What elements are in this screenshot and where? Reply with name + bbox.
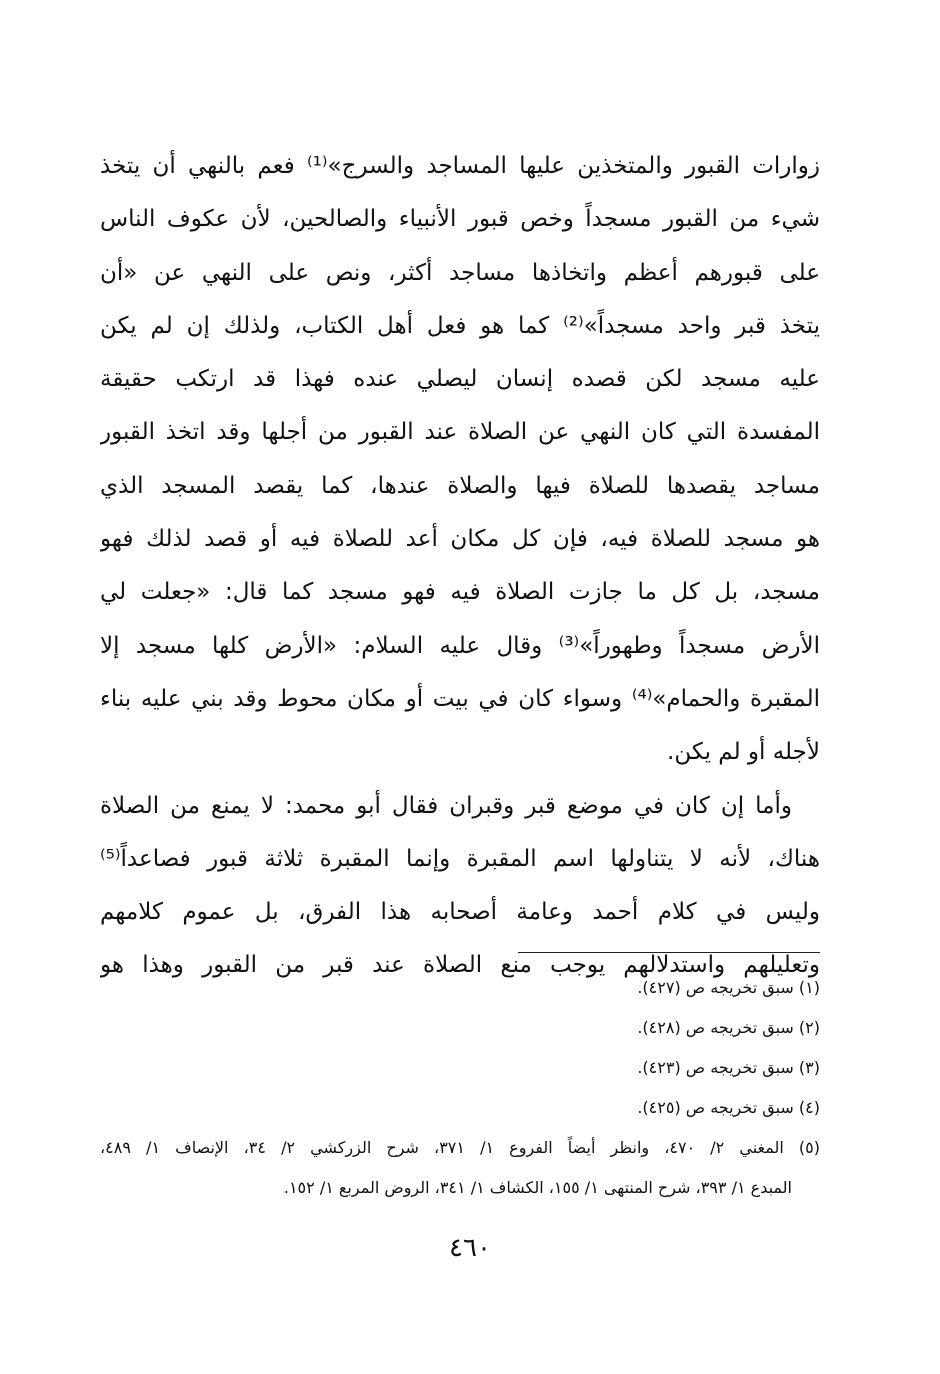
footnote-separator [518, 952, 820, 953]
footnotes [100, 968, 820, 1208]
text-line: هناك، لأنه لا يتناولها اسم المقبرة وإنما المقبرة ثلاثة قبور فصاعداً⁽⁵⁾ [100, 845, 820, 872]
footnote-item: (١) سبق تخريجه ص (٤٢٧). [637, 978, 820, 997]
text-line: وتعليلهم واستدلالهم يوجب منع الصلاة عند قبر من القبور وهذا هو [100, 952, 820, 979]
text-line: المقبرة والحمام»⁽⁴⁾ وسواء كان في بيت أو مكان محوط وقد بني عليه بناء [100, 685, 820, 712]
text-line: مسجد، بل كل ما جازت الصلاة فيه فهو مسجد كما قال: «جعلت لي [100, 579, 820, 606]
text-line: زوارات القبور والمتخذين عليها المساجد والسرج»⁽¹⁾ فعم بالنهي أن يتخذ [100, 153, 820, 179]
text-line: شيء من القبور مسجداً وخص قبور الأنبياء والصالحين، لأن عكوف الناس [100, 206, 820, 233]
text-line: وليس في كلام أحمد وعامة أصحابه هذا الفرق، بل عموم كلامهم [100, 899, 820, 926]
footnote-continuation: المبدع ١/ ٣٩٣، شرح المنتهى ١/ ١٥٥، الكشاف ١/ ٣٤١، الروض المربع ١/ ١٥٢. [283, 1178, 792, 1197]
text-line: عليه مسجد لكن قصده إنسان ليصلي عنده فهذا قد ارتكب حقيقة [100, 366, 820, 393]
text-line: المفسدة التي كان النهي عن الصلاة عند القبور من أجلها وقد اتخذ القبور [100, 419, 820, 446]
footnote-item: (٥) المغني ٢/ ٤٧٠، وانظر أيضاً الفروع ١/ ٣٧١، شرح الزركشي ٢/ ٣٤، الإنصاف ١/ ٤٨٩، [100, 1138, 820, 1157]
text-line: وأما إن كان في موضع قبر وقبران فقال أبو محمد: لا يمنع من الصلاة [100, 792, 792, 819]
text-line: على قبورهم أعظم واتخاذها مساجد أكثر، ونص على النهي عن «أن [100, 259, 820, 286]
text-line: مساجد يقصدها للصلاة فيها والصلاة عندها، كما يقصد المسجد الذي [100, 472, 820, 499]
text-line: يتخذ قبر واحد مسجداً»⁽²⁾ كما هو فعل أهل الكتاب، ولذلك إن لم يكن [100, 312, 820, 339]
text-line: هو مسجد للصلاة فيه، فإن كل مكان أعد للصلاة فيه أو قصد لذلك فهو [100, 526, 820, 553]
text-line: الأرض مسجداً وطهوراً»⁽³⁾ وقال عليه السلام: «الأرض كلها مسجد إلا [100, 632, 820, 659]
footnote-item: (٣) سبق تخريجه ص (٤٢٣). [637, 1058, 820, 1077]
text-line: لأجله أو لم يكن. [667, 739, 820, 766]
page-number: ٤٦٠ [449, 1233, 491, 1263]
footnote-item: (٤) سبق تخريجه ص (٤٢٥). [637, 1098, 820, 1117]
footnote-item: (٢) سبق تخريجه ص (٤٢٨). [637, 1018, 820, 1037]
main-text [100, 140, 820, 993]
